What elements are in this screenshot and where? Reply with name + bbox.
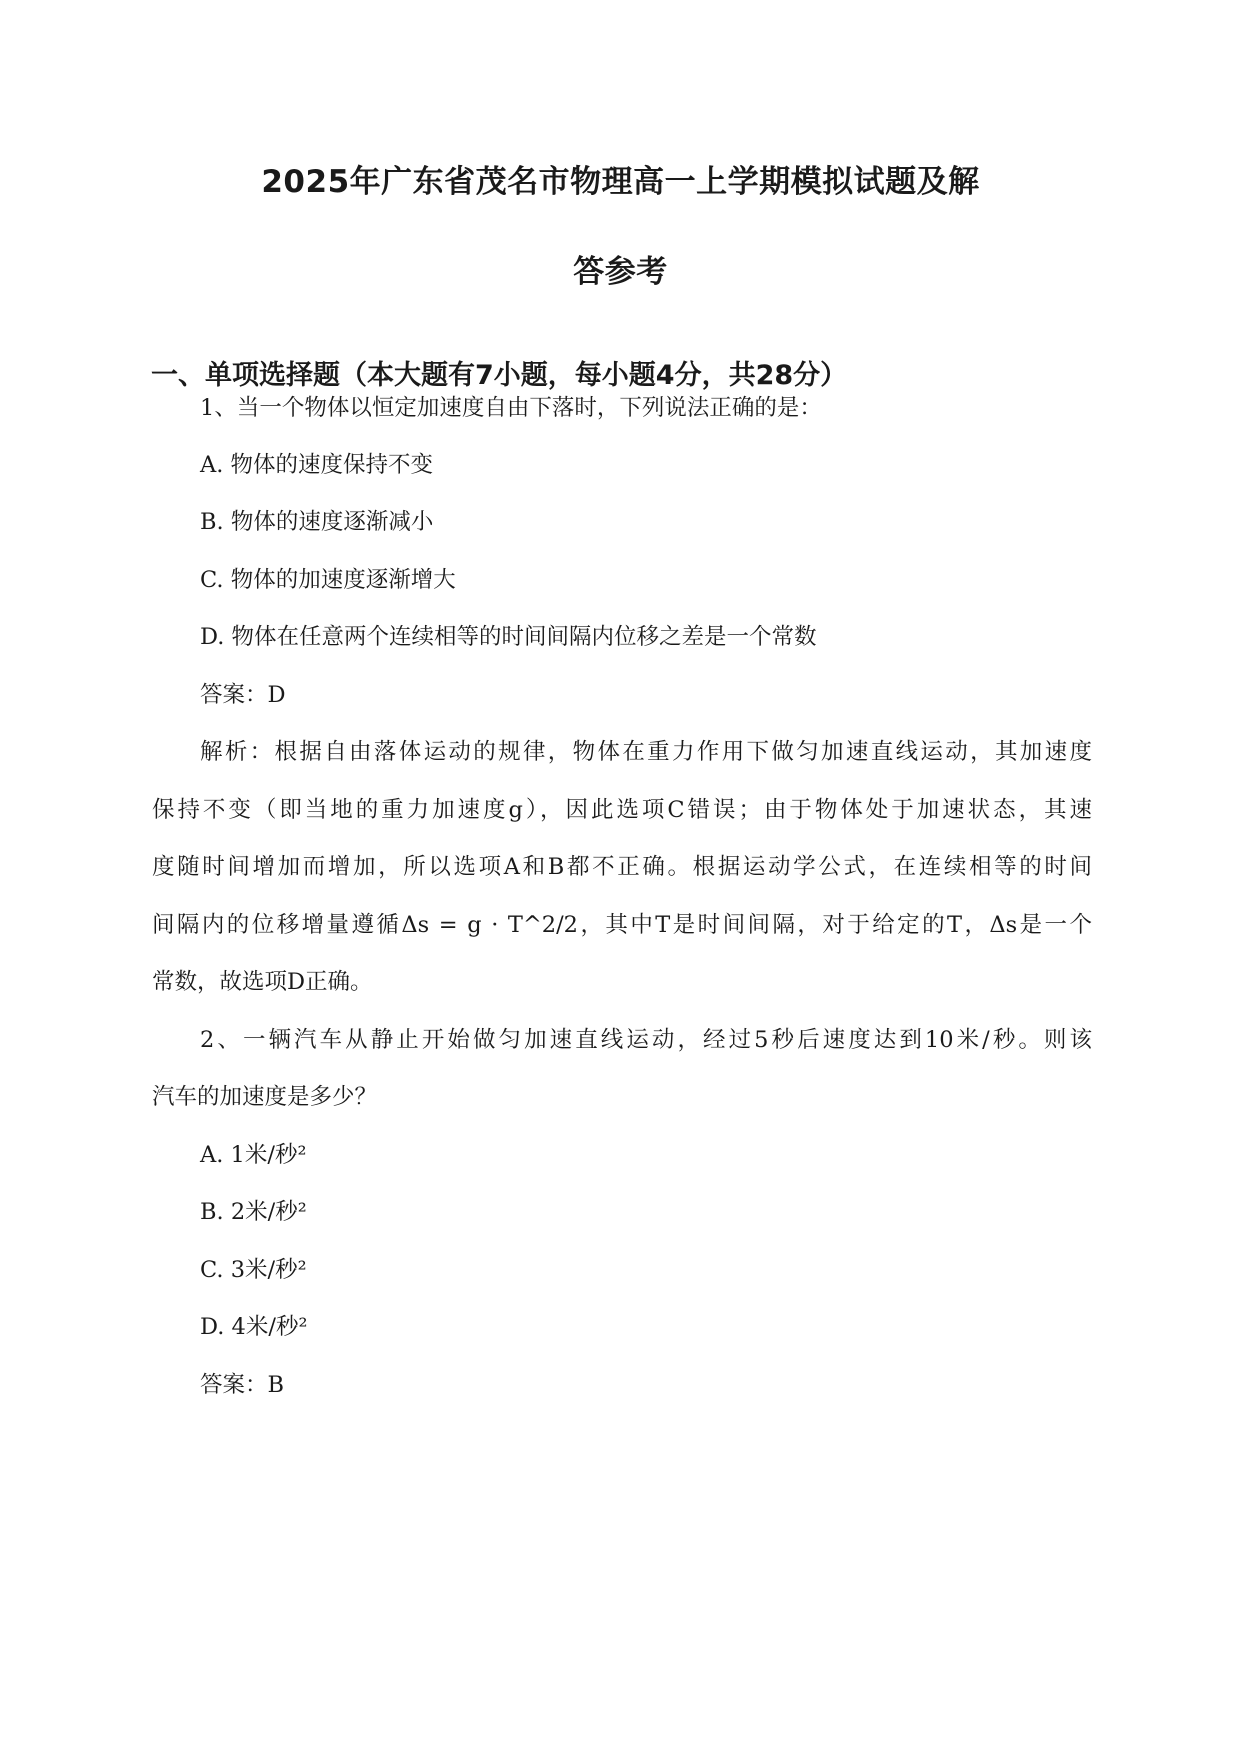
question-1-analysis-line: 解析：根据自由落体运动的规律，物体在重力作用下做匀加速直线运动，其加速度 (200, 739, 1092, 765)
question-2-option-a: A. 1米/秒² (200, 1142, 307, 1168)
question-1-analysis-line: 保持不变（即当地的重力加速度g），因此选项C错误；由于物体处于加速状态，其速 (152, 797, 1092, 823)
document-title-line-2: 答参考 (573, 254, 668, 290)
question-1-analysis-line: 间隔内的位移增量遵循Δs = g · T^2/2，其中T是时间间隔，对于给定的T，Δs是一个 (152, 912, 1092, 938)
question-2-stem: 2、一辆汽车从静止开始做匀加速直线运动，经过5秒后速度达到10米/秒。则该 (200, 1027, 1092, 1053)
question-2-option-c: C. 3米/秒² (200, 1257, 307, 1283)
question-1-option-b: B. 物体的速度逐渐减小 (200, 509, 434, 535)
section-heading: 一、单项选择题（本大题有7小题，每小题4分，共28分） (151, 360, 848, 391)
question-1-option-d: D. 物体在任意两个连续相等的时间间隔内位移之差是一个常数 (200, 624, 817, 650)
question-1-option-a: A. 物体的速度保持不变 (200, 452, 434, 478)
question-1-analysis-line: 常数，故选项D正确。 (152, 969, 373, 995)
document-title-line-1: 2025年广东省茂名市物理高一上学期模拟试题及解 (261, 164, 980, 200)
question-1-answer: 答案：D (200, 682, 286, 708)
question-1-analysis-line: 度随时间增加而增加，所以选项A和B都不正确。根据运动学公式，在连续相等的时间 (152, 854, 1092, 880)
question-2-answer: 答案：B (200, 1372, 285, 1398)
question-1-stem: 1、当一个物体以恒定加速度自由下落时，下列说法正确的是： (200, 395, 822, 421)
question-2-stem-continued: 汽车的加速度是多少？ (152, 1084, 378, 1110)
question-1-option-c: C. 物体的加速度逐渐增大 (200, 567, 456, 593)
question-2-option-b: B. 2米/秒² (200, 1199, 307, 1225)
question-2-option-d: D. 4米/秒² (200, 1314, 308, 1340)
